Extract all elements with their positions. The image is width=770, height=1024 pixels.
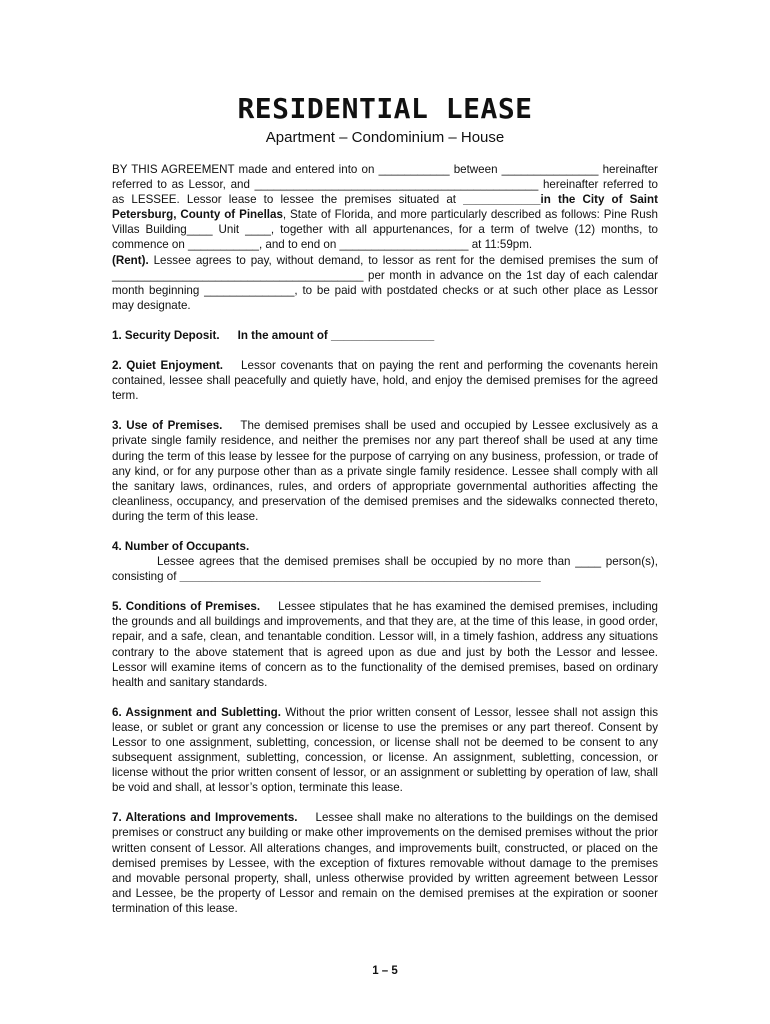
- rent-label: (Rent).: [112, 253, 149, 267]
- section-label: 4. Number of Occupants.: [112, 539, 250, 553]
- section-text: The demised premises shall be used and occupied by Lessee exclusively as a private single family residence, and neither the premises nor any part thereof shall be used at any time during the term of this lease by lessee for the purpose of carrying on any business, profession, or trade of any kind, or for any purpose other than as a private single family residence. Lessee shall comply with all the sanitary laws, ordinances, rules, and orders of appropriate governmental authorities affecting the cleanliness, occupancy, and preservation of the demised premises and the sidewalks connected thereto, during the term of this lease.: [112, 419, 658, 523]
- section-label: 5. Conditions of Premises.: [112, 600, 261, 614]
- intro-paragraph: [112, 162, 658, 253]
- intro-location: ____________in the City of Saint Petersburg, County of Pinellas: [112, 193, 658, 222]
- occupants-blank: ________________________________________________________: [179, 570, 541, 584]
- section-text: In the amount of ________________: [237, 328, 435, 342]
- section-security-deposit: [112, 328, 658, 343]
- section-text: Lessor covenants that on paying the rent and performing the covenants herein contained, lessee shall peacefully and quietly have, hold, and enjoy the demised premises for the agreed term.: [112, 359, 659, 403]
- document-title: RESIDENTIAL LEASE: [237, 92, 533, 125]
- section-label: 2. Quiet Enjoyment.: [112, 359, 224, 373]
- document-subtitle: Apartment – Condominium – House: [265, 129, 505, 146]
- section-label: 1. Security Deposit.: [112, 328, 220, 342]
- section-quiet-enjoyment: [112, 358, 658, 403]
- section-number-of-occupants: [112, 539, 658, 554]
- section-text: Lessee stipulates that he has examined the demised premises, including the grounds and all buildings and improvements, and that they are, at the time of this lease, in good order, repair, and a safe, clean, and tenantable condition. Lessor will, in a timely fashion, address any situations contrary to the above statement that is agreed upon as due and just by both the Lessor and lessee. Lessor will examine items of concern as to the functionality of the demised premises, based on ordinary health and sanitary standards.: [112, 600, 658, 689]
- section-label: 7. Alterations and Improvements.: [112, 811, 298, 825]
- section-assignment-subletting: [112, 705, 658, 796]
- rent-paragraph: [112, 253, 658, 313]
- intro-text-b: , State of Florida, and more particularly described as follows: Pine Rush Villas Building____ Unit ____, together with all appurtenances, for a term of twelve (12) months, to commence on ___________, and to end on ____________________ at 11:59pm.: [112, 208, 658, 252]
- section-alterations-improvements: [112, 810, 658, 916]
- document-page: [112, 92, 658, 916]
- rent-text: Lessee agrees to pay, without demand, to lessor as rent for the demised premises the sum of _______________________________________ per month in advance on the 1st day of each calendar month beginning ______________, to be paid with postdated checks or at such other place as Lessor may designate.: [112, 253, 658, 312]
- section-text: Lessee agrees that the demised premises shall be occupied by no more than ____ person(s), consisting of: [112, 555, 658, 584]
- occupants-paragraph: [112, 554, 658, 584]
- section-text: Without the prior written consent of Lessor, lessee shall not assign this lease, or sublet or grant any concession or license to use the premises or any part thereof. Consent by Lessor to one assignment, subletting, concession, or license shall not be deemed to be consent to any subsequent assignment, subletting, concession, or license. An assignment, subletting, concession, or license without the prior written consent of lessor, or an assignment or subletting by operation of law, shall be void and shall, at lessor’s option, terminate this lease.: [112, 705, 658, 795]
- section-label: 3. Use of Premises.: [112, 419, 223, 433]
- section-conditions-of-premises: [112, 599, 658, 690]
- page-number: 1 – 5: [372, 965, 398, 977]
- section-use-of-premises: [112, 418, 658, 524]
- section-label: 6. Assignment and Subletting.: [112, 705, 281, 719]
- section-text: Lessee shall make no alterations to the buildings on the demised premises or construct any building or make other improvements on the demised premises without the prior written consent of Lessor. All alterations changes, and improvements built, constructed, or placed on the demised premises by Lessee, with the exception of fixtures removable without damage to the premises and movable personal property, shall, unless otherwise provided by written agreement between Lessor and Lessee, be the property of Lessor and remain on the demised premises at the expiration or sooner termination of this lease.: [112, 811, 658, 915]
- intro-text-a: BY THIS AGREEMENT made and entered into on ___________ between _______________ hereinafter referred to as Lessor, and ____________________________________________ hereinafter referred to as LESSEE. Lessor lease to lessee the premises situated at: [112, 163, 658, 207]
